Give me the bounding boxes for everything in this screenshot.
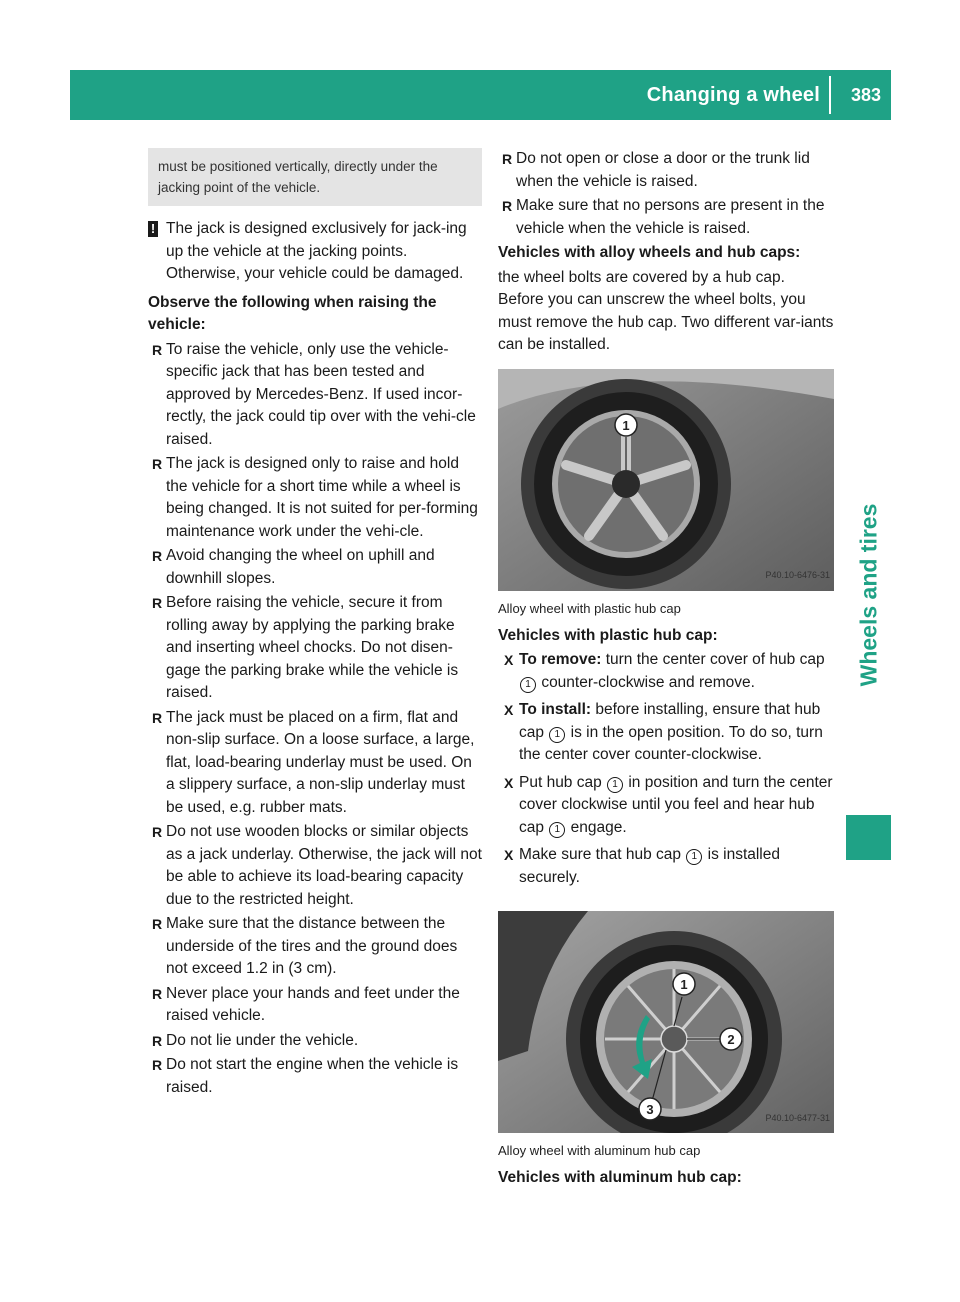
note-box: must be positioned vertically, directly under the jacking point of the vehicle.	[148, 148, 482, 206]
figure-code: P40.10-6477-31	[765, 1112, 830, 1123]
section-tab	[846, 500, 891, 690]
bullet-list	[148, 339, 482, 1100]
figure-aluminum-hub-cap	[498, 911, 834, 1133]
list-item: R Make sure that the distance between the underside of the tires and the ground does not exceed 1.2 in (3 cm).	[148, 913, 482, 981]
list-item: R The jack is designed only to raise and hold the vehicle for a short time while a wheel is being changed. It is not suited for per-forming maintenance work under the vehi-cle.	[148, 453, 482, 543]
plastic-heading: Vehicles with plastic hub cap:	[498, 626, 718, 644]
list-item: R To raise the vehicle, only use the vehicle-specific jack that has been tested and approved by Mercedes-Benz. If used incor-rectly, the jack could tip over with the vehi-cle raised.	[148, 339, 482, 452]
callout-1-icon: 1	[549, 727, 565, 743]
figure-code: P40.10-6476-31	[765, 570, 830, 580]
list-item: R Never place your hands and feet under the raised vehicle.	[148, 983, 482, 1028]
warning-note	[148, 218, 482, 286]
list-item: R Make sure that no persons are present in the vehicle when the vehicle is raised.	[498, 195, 834, 240]
alloy-heading: Vehicles with alloy wheels and hub caps:	[498, 244, 801, 261]
callout-1-icon: 1	[686, 849, 702, 865]
bullet-list	[498, 148, 834, 240]
callout-1-icon: 1	[549, 822, 565, 838]
section-heading: Observe the following when raising the vehicle:	[148, 293, 437, 333]
svg-text:2: 2	[727, 1032, 735, 1047]
step-text: Put hub cap	[519, 773, 602, 791]
step-text: is installed securely.	[519, 846, 780, 886]
step-text: engage.	[570, 818, 627, 836]
step-item	[498, 699, 834, 767]
step-label: To install:	[519, 701, 592, 718]
list-item: R Avoid changing the wheel on uphill and downhill slopes.	[148, 545, 482, 590]
step-label: To remove:	[519, 651, 602, 668]
section-tab-label: Wheels and tires	[855, 503, 881, 687]
warning-icon: !	[148, 221, 158, 237]
svg-text:3: 3	[646, 1102, 654, 1117]
step-text: before installing, ensure that hub cap	[519, 701, 821, 741]
step-item	[498, 772, 834, 840]
wheel-illustration	[498, 911, 834, 1133]
left-column	[148, 148, 482, 1101]
header-divider	[829, 76, 831, 114]
step-item	[498, 844, 834, 889]
figure-caption: Alloy wheel with plastic hub cap	[498, 600, 681, 616]
list-item: R The jack must be placed on a firm, flat and non-slip surface. On a loose surface, a large, flat, load-bearing underlay must be used. On a slippery surface, a non-slip underlay must be used, e.g. rubber mats.	[148, 707, 482, 820]
figure-plastic-hub-cap	[498, 369, 834, 591]
list-item: R Do not lie under the vehicle.	[148, 1030, 482, 1053]
page-number: 383	[850, 85, 881, 105]
list-item: R Do not use wooden blocks or similar objects as a jack underlay. Otherwise, the jack will not be able to achieve its load-bearing capacity due to the restricted height.	[148, 821, 482, 911]
wheel-illustration	[498, 369, 834, 591]
header-bar	[70, 70, 891, 120]
step-text: turn the center cover of hub cap	[605, 651, 825, 668]
step-text: is in the open position. To do so, turn the center cover counter-clockwise.	[519, 723, 823, 763]
section-marker	[846, 815, 891, 860]
aluminum-heading: Vehicles with aluminum hub cap:	[498, 1169, 742, 1186]
page-title: Changing a wheel	[646, 84, 820, 106]
callout-1-icon: 1	[607, 777, 623, 793]
step-text: Make sure that hub cap	[519, 846, 681, 863]
step-list	[498, 649, 834, 889]
list-item: R Do not open or close a door or the trunk lid when the vehicle is raised.	[498, 148, 834, 193]
warning-text: The jack is designed exclusively for jack-ing up the vehicle at the jacking points. Otherwise, your vehicle could be damaged.	[166, 220, 467, 282]
svg-text:1: 1	[622, 417, 630, 433]
alloy-text: the wheel bolts are covered by a hub cap. Before you can unscrew the wheel bolts, you must remove the hub cap. Two different var-iants can be installed.	[498, 268, 834, 353]
svg-text:1: 1	[680, 977, 688, 992]
step-text: in position and turn the center cover clockwise until you feel and hear hub cap	[519, 773, 833, 836]
figure-caption: Alloy wheel with aluminum hub cap	[498, 1143, 701, 1158]
list-item: R Before raising the vehicle, secure it from rolling away by applying the parking brake and inserting wheel chocks. Do not disen-gage the parking brake while the vehicle is raised.	[148, 592, 482, 705]
step-item	[498, 649, 834, 694]
list-item: R Do not start the engine when the vehicle is raised.	[148, 1054, 482, 1099]
right-column	[498, 148, 834, 1192]
step-text: counter-clockwise and remove.	[541, 673, 755, 691]
callout-1-icon: 1	[520, 677, 536, 693]
